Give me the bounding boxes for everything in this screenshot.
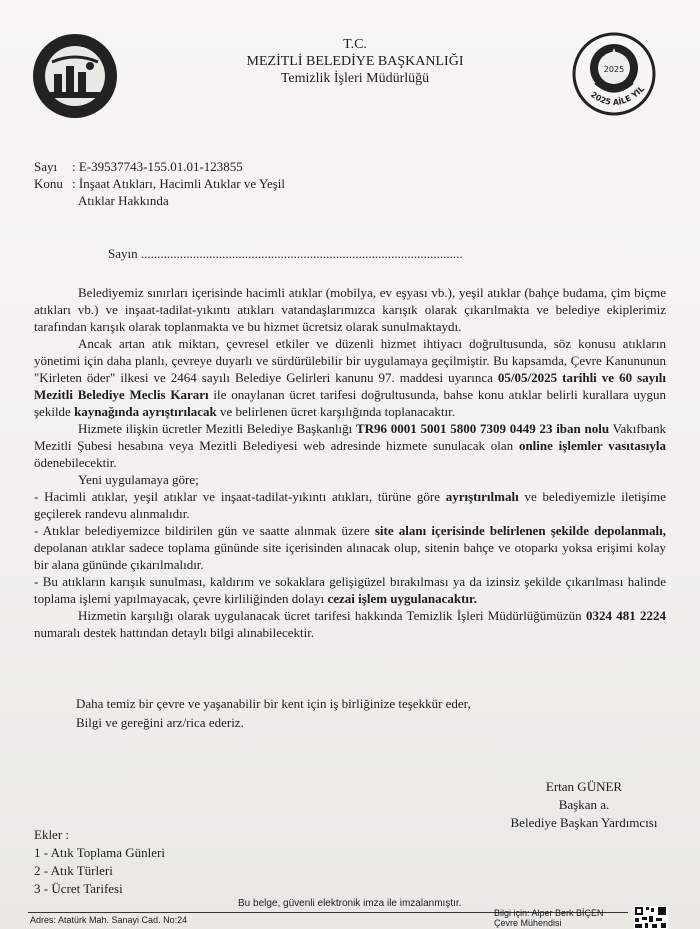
qr-code-icon	[634, 906, 668, 929]
document-meta	[34, 158, 554, 209]
esign-note: Bu belge, güvenli elektronik imza ile imzalanmıştır.	[238, 898, 462, 909]
signature-block	[494, 778, 674, 832]
bullet-1: - Hacimli atıklar, yeşil atıklar ve inşaat-tadilat-yıkıntı atıkları, türüne göre ayrıştırılmalı ve belediyemizle iletişime geçilerek randevu alınmalıdır.	[34, 489, 666, 521]
sayi-value: : E-39537743-155.01.01-123855	[72, 159, 243, 174]
info-contact: Bilgi için: Alper Berk BİÇEN	[494, 908, 604, 918]
attachment-item: 3 - Ücret Tarifesi	[34, 881, 123, 896]
bullet-2: - Atıklar belediyemizce bildirilen gün ve saatte alınmak üzere site alanı içerisinde belirlenen şekilde depolanmalı, depolanan atıklar sadece toplama gününde site içerisinden alınacak olup, sitenin bahçe ve otoparkı yoksa erişimi kolay bir alana gününde çıkarılmalıdır.	[34, 523, 666, 572]
sayi-label: Sayı	[34, 159, 58, 174]
salutation: Sayın ...................................................................................................	[108, 246, 463, 261]
signer-title-2: Belediye Başkan Yardımcısı	[510, 815, 658, 830]
signer-title-1: Başkan a.	[558, 797, 610, 812]
info-title: Çevre Mühendisi	[494, 918, 562, 928]
paragraph-3: Hizmete ilişkin ücretler Mezitli Belediye Başkanlığı TR96 0001 5001 5800 7309 0449 23 iban nolu Vakıfbank Mezitli Şubesi hesabına veya Mezitli Belediyesi web adresinde hizmete sunulacak olan online işlemler vasıtasıyla ödenebilecektir.	[34, 421, 667, 470]
bullet-3: - Bu atıkların karışık sunulması, kaldırım ve sokaklara gelişigüzel bırakılması ya da izinsiz şekilde çıkarılması halinde toplama işlemi yapılmayacak, çevre kirliliğinden dolayı cezai işlem uygulanacaktır.	[34, 574, 666, 606]
municipality-seal-icon	[30, 32, 120, 120]
attachments-label: Ekler :	[34, 827, 70, 842]
paragraph-4: Yeni uygulamaya göre;	[78, 472, 199, 487]
footer-address: Adres: Atatürk Mah. Sanayi Cad. No:24	[30, 915, 188, 925]
closing-line-1: Daha temiz bir çevre ve yaşanabilir bir kent için iş birliğinize teşekkür eder,	[76, 696, 471, 711]
footer-info	[494, 908, 604, 928]
attachment-item: 1 - Atık Toplama Günleri	[34, 845, 165, 860]
konu-value: : İnşaat Atıkları, Hacimli Atıklar ve Yeşil	[72, 176, 286, 191]
signer-name: Ertan GÜNER	[545, 779, 623, 794]
tc-label: T.C.	[343, 37, 367, 52]
family-year-emblem-icon	[566, 28, 662, 124]
department-name: Temizlik İşleri Müdürlüğü	[280, 71, 430, 86]
attachment-item: 2 - Atık Türleri	[34, 863, 113, 878]
paragraph-5: Hizmetin karşılığı olarak uygulanacak ücret tarifesi hakkında Temizlik İşleri Müdürlüğümüzün 0324 481 2224 numaralı destek hattından detaylı bilgi alınabilecektir.	[34, 608, 666, 640]
closing	[76, 694, 471, 732]
attachments	[34, 826, 165, 898]
svg-text:2025 AİLE YILI: 2025 AİLE YIL	[588, 84, 647, 108]
konu-value-cont: Atıklar Hakkında	[78, 193, 169, 208]
paragraph-1: Belediyemiz sınırları içerisinde hacimli atıklar (mobilya, ev eşyası vb.), yeşil atıklar (bahçe budama, çim biçme atıkları vb.) ve inşaat-tadilat-yıkıntı atıkları vatandaşlarımızca karışık olarak çıkarılmakta ve belediye ekiplerimiz tarafından karışık olarak toplanmakta ve bu hizmet ücretsiz olarak sunulmaktaydı.	[34, 285, 666, 334]
closing-line-2: Bilgi ve gereğini arz/rica ederiz.	[76, 715, 244, 730]
konu-label: Konu	[34, 176, 63, 191]
document-header	[210, 36, 500, 87]
svg-text:2025: 2025	[603, 65, 625, 74]
letter-body	[34, 284, 666, 641]
institution-name: MEZİTLİ BELEDİYE BAŞKANLIĞI	[246, 54, 464, 69]
paragraph-2: Ancak artan atık miktarı, çevresel etkiler ve düzenli hizmet ihtiyacı doğrultusunda, söz konusu atıkların yönetimi için daha planlı, çevreye duyarlı ve sürdürülebilir bir uygulamaya geçilmiştir. Bu kapsamda, Çevre Kanununun "Kirleten öder" ilkesi ve 2464 sayılı Belediye Gelirleri kanunu 97. maddesi uyarınca 05/05/2025 tarihli ve 60 sayılı Mezitli Belediye Meclis Kararı ile onaylanan ücret tarifesi doğrultusunda, bahse konu atıklar belirli kurallara uygun şekilde kaynağında ayrıştırılacak ve belirlenen ücret karşılığında toplanacaktır.	[34, 336, 666, 419]
